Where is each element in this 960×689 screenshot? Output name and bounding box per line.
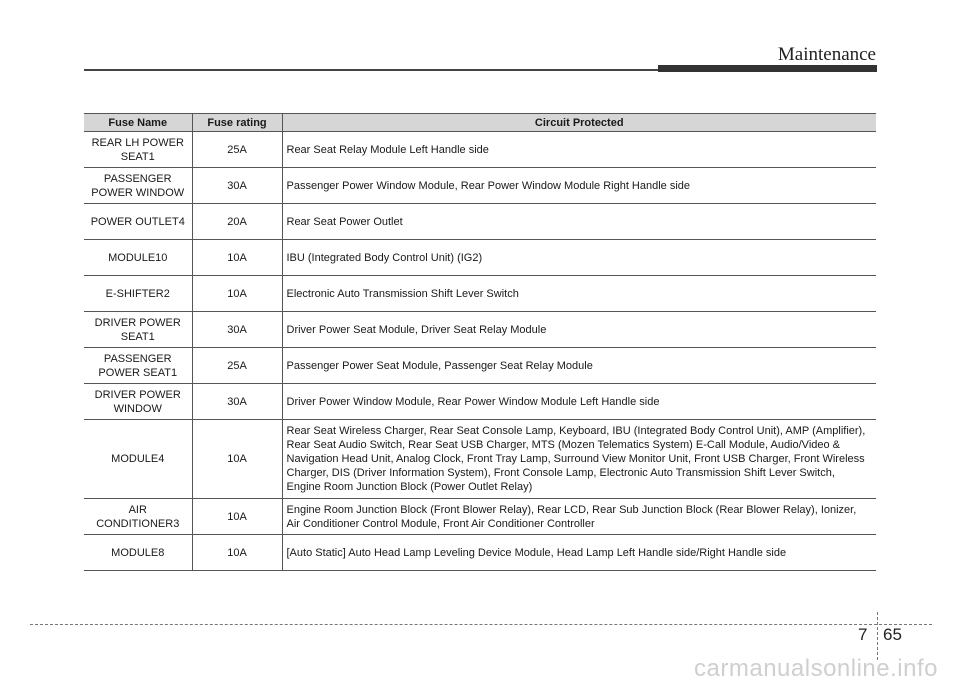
table-row bbox=[84, 276, 876, 312]
circuit-protected-cell: Passenger Power Window Module, Rear Power Window Module Right Handle side bbox=[282, 168, 876, 204]
fuse-rating-cell: 30A bbox=[192, 168, 282, 204]
table-row bbox=[84, 204, 876, 240]
page-number: 65 bbox=[883, 625, 902, 644]
footer-divider bbox=[877, 612, 878, 660]
fuse-name-cell: REAR LH POWER SEAT1 bbox=[84, 132, 192, 168]
fuse-rating-cell: 20A bbox=[192, 204, 282, 240]
header-rule bbox=[84, 69, 662, 71]
circuit-protected-cell: IBU (Integrated Body Control Unit) (IG2) bbox=[282, 240, 876, 276]
table-row bbox=[84, 312, 876, 348]
fuse-rating-cell: 10A bbox=[192, 240, 282, 276]
fuse-rating-cell: 10A bbox=[192, 535, 282, 571]
circuit-protected-cell: Passenger Power Seat Module, Passenger Seat Relay Module bbox=[282, 348, 876, 384]
fuse-rating-cell: 10A bbox=[192, 276, 282, 312]
chapter-number: 7 bbox=[858, 625, 868, 644]
fuse-table bbox=[84, 113, 876, 571]
footer-rule bbox=[30, 624, 932, 625]
fuse-name-cell: E-SHIFTER2 bbox=[84, 276, 192, 312]
table-header-row bbox=[84, 114, 876, 132]
table-row bbox=[84, 132, 876, 168]
watermark: carmanualsonline.info bbox=[694, 655, 938, 682]
fuse-rating-cell: 25A bbox=[192, 132, 282, 168]
fuse-rating-cell: 30A bbox=[192, 384, 282, 420]
table-row bbox=[84, 348, 876, 384]
fuse-rating-cell: 10A bbox=[192, 499, 282, 535]
table-row bbox=[84, 168, 876, 204]
fuse-rating-cell: 25A bbox=[192, 348, 282, 384]
section-title: Maintenance bbox=[777, 44, 876, 65]
fuse-rating-cell: 10A bbox=[192, 420, 282, 499]
fuse-name-cell: MODULE4 bbox=[84, 420, 192, 499]
table-row bbox=[84, 420, 876, 499]
fuse-name-cell: DRIVER POWER SEAT1 bbox=[84, 312, 192, 348]
column-header-fuse-name: Fuse Name bbox=[84, 114, 192, 132]
circuit-protected-cell: Rear Seat Wireless Charger, Rear Seat Console Lamp, Keyboard, IBU (Integrated Body Control Unit), AMP (Amplifier), Rear Seat Audio Switch, Rear Seat USB Charger, MTS (Mozen Telematics System) E-Call Module, Audio/Video & Navigation Head Unit, Analog Clock, Front Tray Lamp, Surround View Monitor Unit, Front USB Charger, Front Wireless Charger, DIS (Driver Information System), Front Console Lamp, Electronic Auto Transmission Shift Lever Switch, Engine Room Junction Block (Power Outlet Relay) bbox=[282, 420, 876, 499]
fuse-name-cell: AIR CONDITIONER3 bbox=[84, 499, 192, 535]
fuse-name-cell: MODULE10 bbox=[84, 240, 192, 276]
table-row bbox=[84, 384, 876, 420]
circuit-protected-cell: [Auto Static] Auto Head Lamp Leveling Device Module, Head Lamp Left Handle side/Right Handle side bbox=[282, 535, 876, 571]
fuse-name-cell: PASSENGER POWER SEAT1 bbox=[84, 348, 192, 384]
circuit-protected-cell: Rear Seat Relay Module Left Handle side bbox=[282, 132, 876, 168]
fuse-name-cell: PASSENGER POWER WINDOW bbox=[84, 168, 192, 204]
circuit-protected-cell: Electronic Auto Transmission Shift Lever Switch bbox=[282, 276, 876, 312]
table-row bbox=[84, 499, 876, 535]
fuse-rating-cell: 30A bbox=[192, 312, 282, 348]
circuit-protected-cell: Driver Power Seat Module, Driver Seat Relay Module bbox=[282, 312, 876, 348]
circuit-protected-cell: Driver Power Window Module, Rear Power Window Module Left Handle side bbox=[282, 384, 876, 420]
circuit-protected-cell: Engine Room Junction Block (Front Blower Relay), Rear LCD, Rear Sub Junction Block (Rear Blower Relay), Ionizer, Air Conditioner Control Module, Front Air Conditioner Controller bbox=[282, 499, 876, 535]
table-row bbox=[84, 535, 876, 571]
fuse-name-cell: DRIVER POWER WINDOW bbox=[84, 384, 192, 420]
column-header-circuit-protected: Circuit Protected bbox=[282, 114, 876, 132]
table-row bbox=[84, 240, 876, 276]
circuit-protected-cell: Rear Seat Power Outlet bbox=[282, 204, 876, 240]
fuse-name-cell: MODULE8 bbox=[84, 535, 192, 571]
column-header-fuse-rating: Fuse rating bbox=[192, 114, 282, 132]
fuse-name-cell: POWER OUTLET4 bbox=[84, 204, 192, 240]
header-rule-accent bbox=[658, 65, 877, 72]
